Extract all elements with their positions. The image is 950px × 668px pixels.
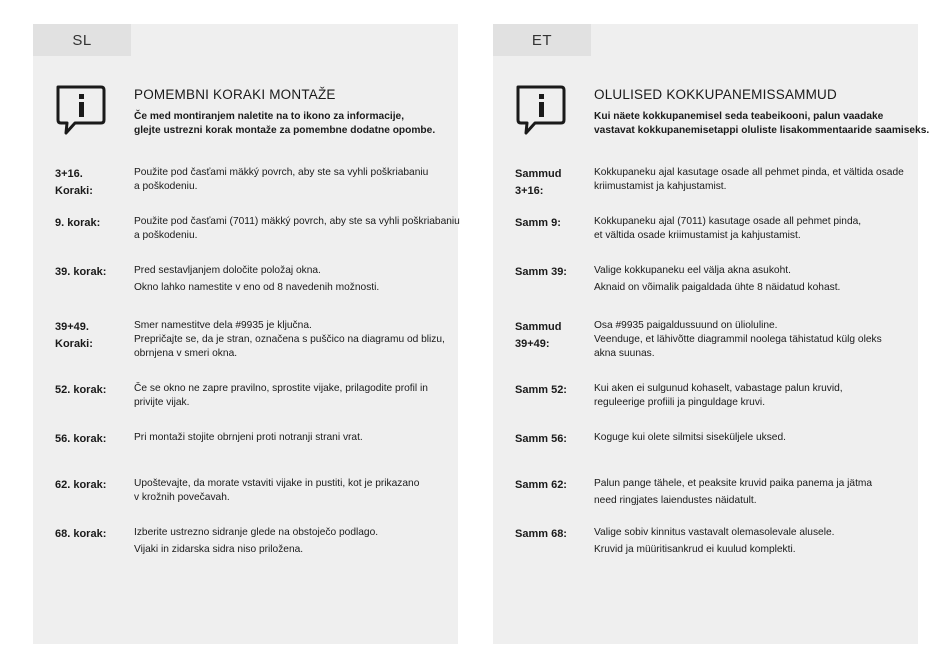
step-text: Koguge kui olete silmitsi siseküljele uksed. [594,432,786,443]
step-text: Kokkupaneku ajal (7011) kasutage osade all pehmet pinda, et vältida osade kriimustamist ja kahjustamist. [594,216,862,241]
panel-sl [33,24,458,644]
step-text: Če se okno ne zapre pravilno, sprostite vijake, prilagodite profil in privijte vijak. [134,383,428,408]
step-label: Samm 39: [515,266,567,278]
info-icon [53,82,109,138]
step-label: 62. korak: [55,479,107,491]
panel-et [493,24,930,644]
step-text: Pred sestavljanjem določite položaj okna. Okno lahko namestite v eno od 8 navedenih možnosti. [134,265,380,293]
step-text: Upoštevajte, da morate vstaviti vijake in pustiti, kot je prikazano v krožnih povečavah. [134,478,420,503]
step-text: Osa #9935 paigaldussuund on ülioluline. Veenduge, et lähivõtte diagrammil noolega tähistatud külg oleks akna suunas. [594,320,882,359]
step-label: 56. korak: [55,433,107,445]
step-text: Valige sobiv kinnitus vastavalt olemasolevale alusele. Kruvid ja müüritisankrud ei kuulud komplekti. [594,527,835,555]
step-label: 39. korak: [55,266,107,278]
step-text: Valige kokkupaneku eel välja akna asukoht. Aknaid on võimalik paigaldada ühte 8 näidatud kohast. [594,265,841,293]
step-label: Samm 52: [515,384,567,396]
info-icon [513,82,569,138]
step-label: Sammud 3+16: [515,168,562,197]
step-label: 68. korak: [55,528,107,540]
section-title: OLULISED KOKKUPANEMISSAMMUD [594,87,837,102]
step-label: Samm 56: [515,433,567,445]
step-label: Samm 9: [515,217,561,229]
step-text: Kui aken ei sulgunud kohaselt, vabastage palun kruvid, reguleerige profiili ja pinguldage kruvi. [594,383,843,408]
step-text: Pri montaži stojite obrnjeni proti notranji strani vrat. [134,432,363,443]
step-label: Samm 62: [515,479,567,491]
language-tab-sl[interactable]: SL [33,24,131,56]
language-tab-et[interactable]: ET [493,24,591,56]
section-title: POMEMBNI KORAKI MONTAŽE [134,87,336,102]
step-label: 3+16. Koraki: [55,168,93,197]
intro-text: Kui näete kokkupanemisel seda teabeikooni, palun vaadake vastavat kokkupanemisetappi oluliste lisakommentaaride saamiseks. [594,111,930,136]
step-text: Kokkupaneku ajal kasutage osade all pehmet pinda, et vältida osade kriimustamist ja kahjustamist. [594,167,904,192]
step-text: Použite pod časťami (7011) mäkký povrch, aby ste sa vyhli poškriabaniu a poškodeniu. [134,216,460,241]
intro-text: Če med montiranjem naletite na to ikono za informacije, glejte ustrezni korak montaže za pomembne dodatne opombe. [134,111,436,136]
step-label: 52. korak: [55,384,107,396]
step-text: Použite pod časťami mäkký povrch, aby ste sa vyhli poškriabaniu a poškodeniu. [134,167,429,192]
step-label: 9. korak: [55,217,101,229]
step-text: Smer namestitve dela #9935 je ključna. Prepričajte se, da je stran, označena s puščico na diagramu od blizu, obrnjena v smeri okna. [134,320,445,359]
step-label: Samm 68: [515,528,567,540]
step-text: Palun pange tähele, et peaksite kruvid paika panema ja jätma need ringjates laiendustes näidatult. [594,478,873,506]
step-label: 39+49. Koraki: [55,321,93,350]
step-label: Sammud 39+49: [515,321,562,350]
step-text: Izberite ustrezno sidranje glede na obstoječo podlago. Vijaki in zidarska sidra niso priložena. [134,527,379,555]
